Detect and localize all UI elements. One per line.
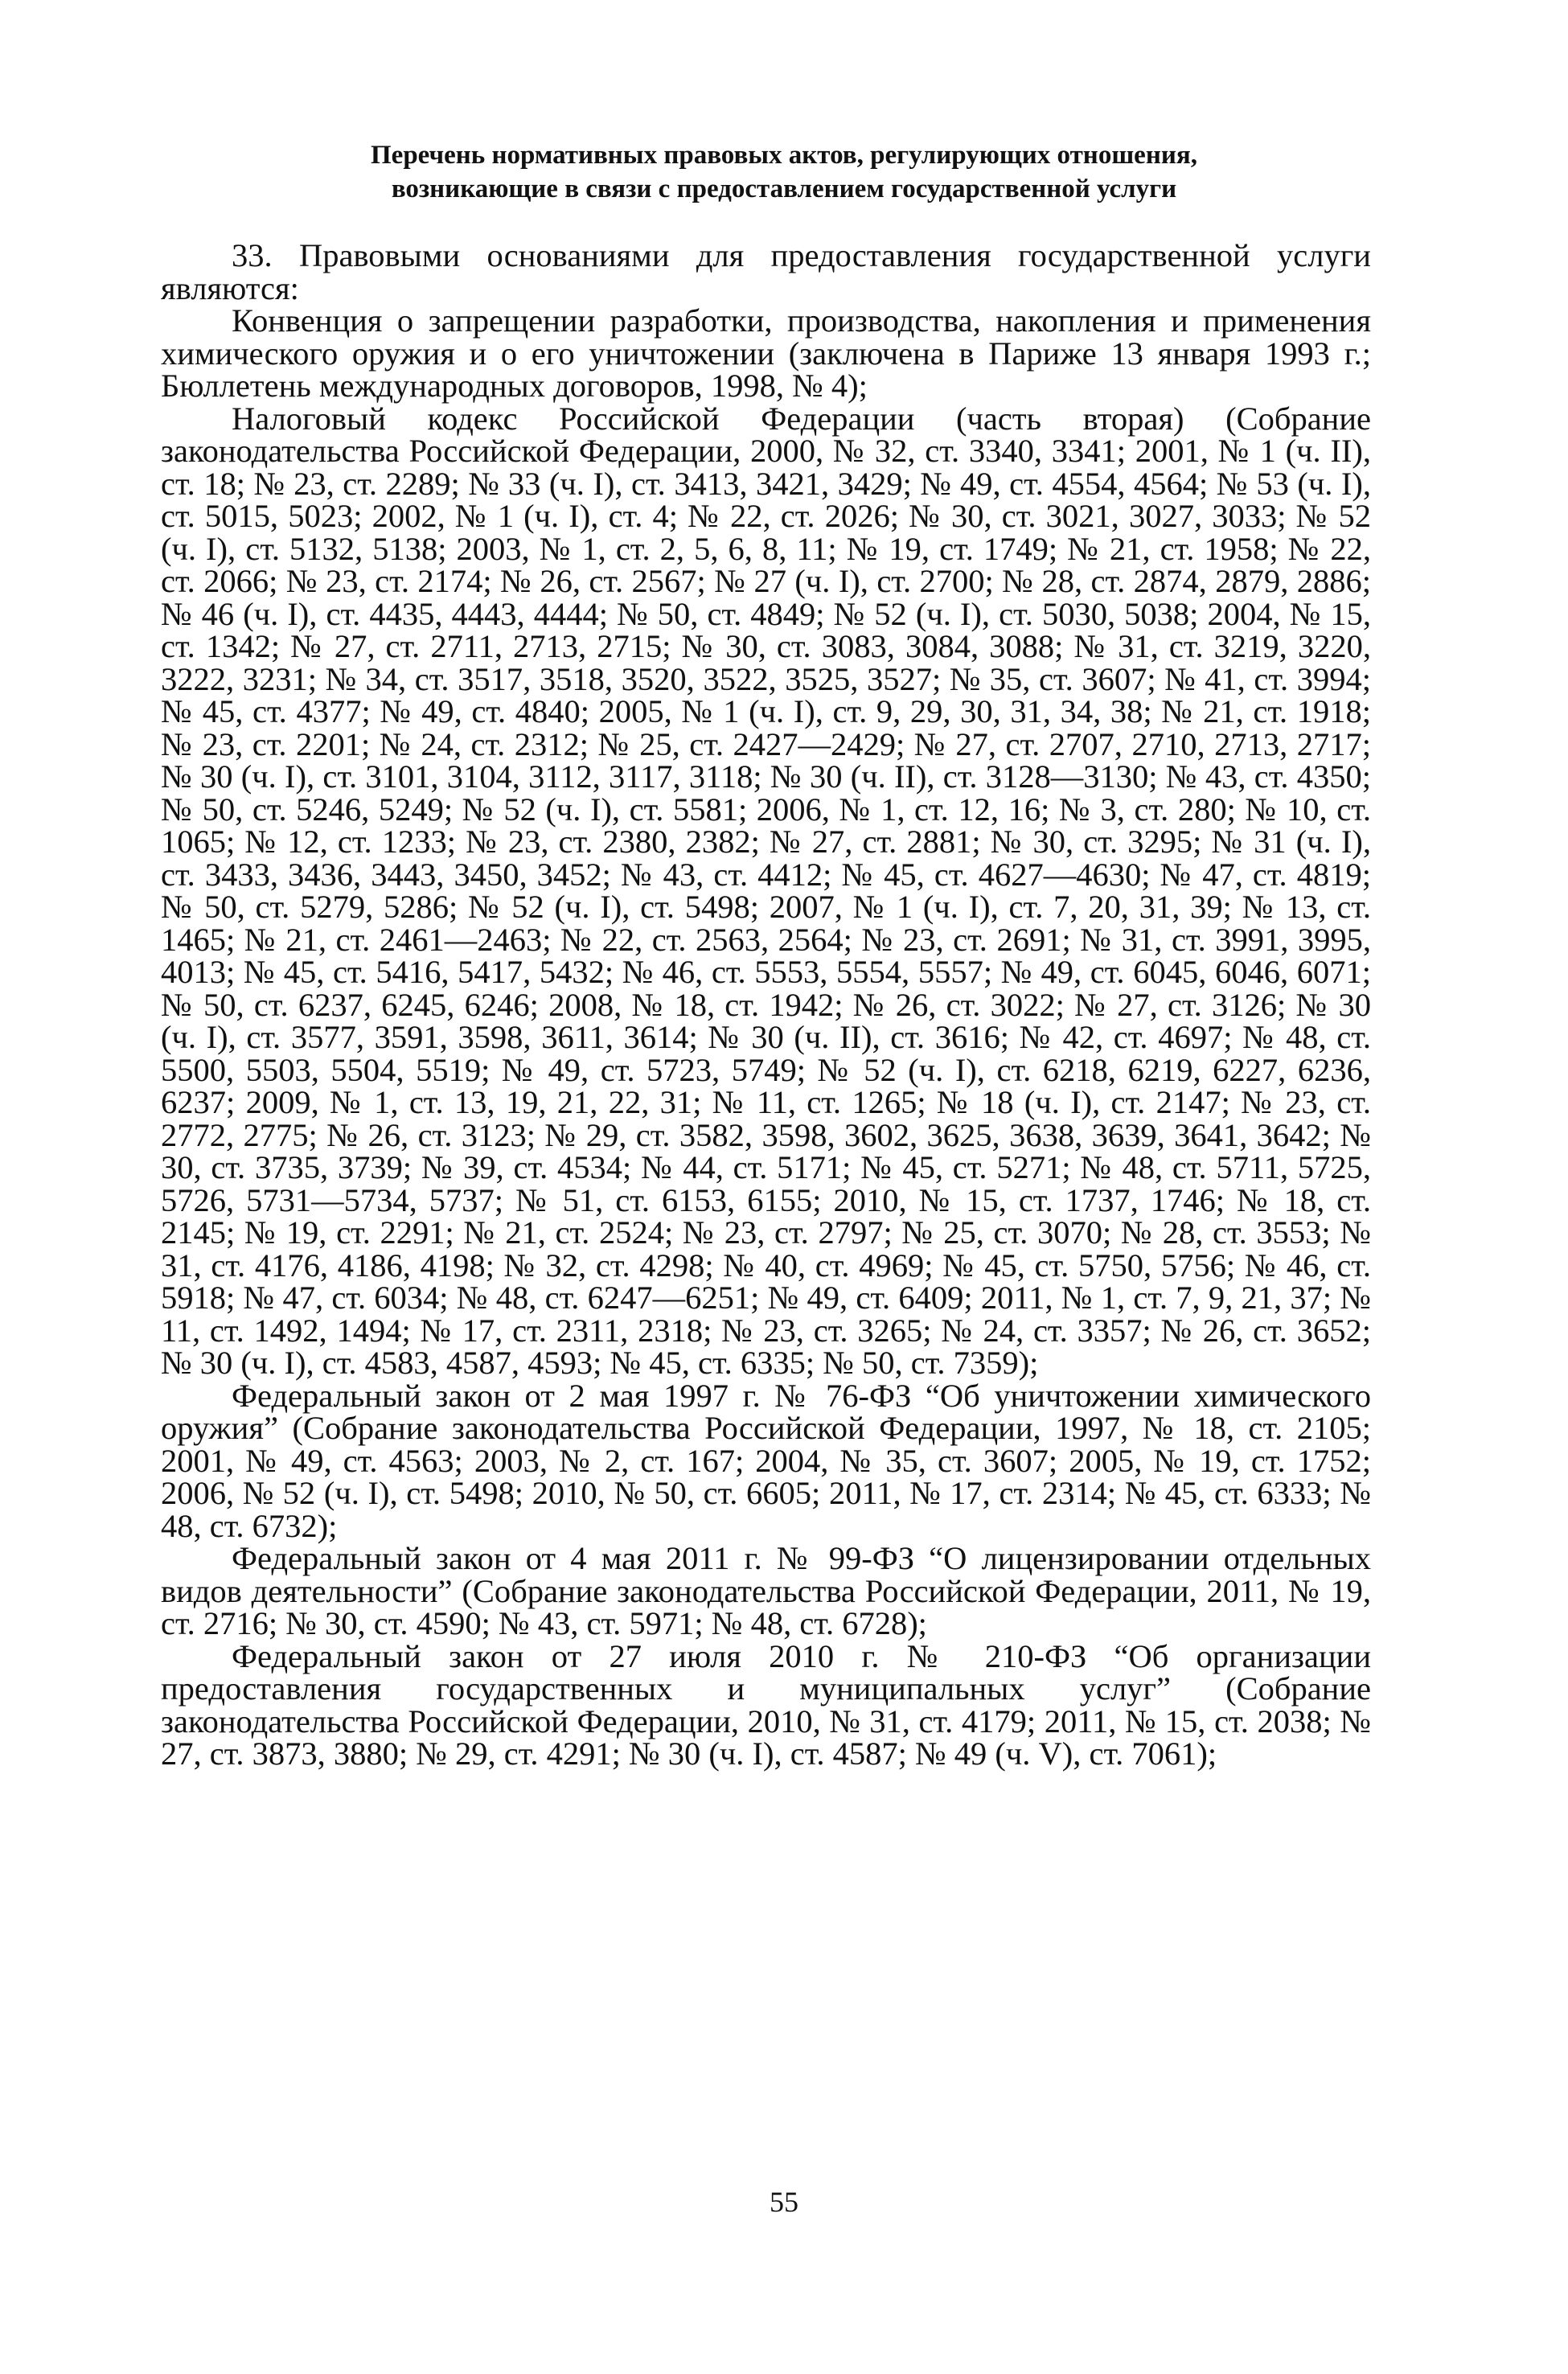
paragraph-chemical-weapons-convention: Конвенция о запрещении разработки, производства, накопления и применения химического оружия и о его уничтожении (заключена в Париже 13 января 1993 г.; Бюллетень международных договоров, 1998, № 4); [161, 302, 1371, 404]
paragraph-law-76-fz: Федеральный закон от 2 мая 1997 г. № 76-ФЗ “Об уничтожении химического оружия” (Собрание законодательства Российской Федерации, 1997, № 18, ст. 2105; 2001, № 49, ст. 4563; 2003, № 2, ст. 167; 2004, № 35, ст. 3607; 2005, № 19, ст. 1752; 2006, № 52 (ч. I), ст. 5498; 2010, № 50, ст. 6605; 2011, № 17, ст. 2314; № 45, ст. 6333; № 48, ст. 6732); [161, 1377, 1371, 1544]
paragraph-legal-basis-intro: 33. Правовыми основаниями для предоставления государственной услуги являются: [161, 237, 1371, 306]
section-heading-line-2: возникающие в связи с предоставлением государственной услуги [391, 175, 1177, 203]
section-heading [161, 138, 1407, 206]
page-number: 55 [770, 2186, 798, 2218]
body-text [161, 237, 1371, 1772]
paragraph-law-210-fz: Федеральный закон от 27 июля 2010 г. № 210-ФЗ “Об организации предоставления государственных и муниципальных услуг” (Собрание законодательства Российской Федерации, 2010, № 31, ст. 4179; 2011, № 15, ст. 2038; № 27, ст. 3873, 3880; № 29, ст. 4291; № 30 (ч. I), ст. 4587; № 49 (ч. V), ст. 7061); [161, 1637, 1371, 1772]
section-heading-line-1: Перечень нормативных правовых актов, регулирующих отношения, [371, 141, 1197, 170]
paragraph-tax-code: Налоговый кодекс Российской Федерации (часть вторая) (Собрание законодательства Российской Федерации, 2000, № 32, ст. 3340, 3341; 2001, № 1 (ч. II), ст. 18; № 23, ст. 2289; № 33 (ч. I), ст. 3413, 3421, 3429; № 49, ст. 4554, 4564; № 53 (ч. I), ст. 5015, 5023; 2002, № 1 (ч. I), ст. 4; № 22, ст. 2026; № 30, ст. 3021, 3027, 3033; № 52 (ч. I), ст. 5132, 5138; 2003, № 1, ст. 2, 5, 6, 8, 11; № 19, ст. 1749; № 21, ст. 1958; № 22, ст. 2066; № 23, ст. 2174; № 26, ст. 2567; № 27 (ч. I), ст. 2700; № 28, ст. 2874, 2879, 2886; № 46 (ч. I), ст. 4435, 4443, 4444; № 50, ст. 4849; № 52 (ч. I), ст. 5030, 5038; 2004, № 15, ст. 1342; № 27, ст. 2711, 2713, 2715; № 30, ст. 3083, 3084, 3088; № 31, ст. 3219, 3220, 3222, 3231; № 34, ст. 3517, 3518, 3520, 3522, 3525, 3527; № 35, ст. 3607; № 41, ст. 3994; № 45, ст. 4377; № 49, ст. 4840; 2005, № 1 (ч. I), ст. 9, 29, 30, 31, 34, 38; № 21, ст. 1918; № 23, ст. 2201; № 24, ст. 2312; № 25, ст. 2427—2429; № 27, ст. 2707, 2710, 2713, 2717; № 30 (ч. I), ст. 3101, 3104, 3112, 3117, 3118; № 30 (ч. II), ст. 3128—3130; № 43, ст. 4350; № 50, ст. 5246, 5249; № 52 (ч. I), ст. 5581; 2006, № 1, ст. 12, 16; № 3, ст. 280; № 10, ст. 1065; № 12, ст. 1233; № 23, ст. 2380, 2382; № 27, ст. 2881; № 30, ст. 3295; № 31 (ч. I), ст. 3433, 3436, 3443, 3450, 3452; № 43, ст. 4412; № 45, ст. 4627—4630; № 47, ст. 4819; № 50, ст. 5279, 5286; № 52 (ч. I), ст. 5498; 2007, № 1 (ч. I), ст. 7, 20, 31, 39; № 13, ст. 1465; № 21, ст. 2461—2463; № 22, ст. 2563, 2564; № 23, ст. 2691; № 31, ст. 3991, 3995, 4013; № 45, ст. 5416, 5417, 5432; № 46, ст. 5553, 5554, 5557; № 49, ст. 6045, 6046, 6071; № 50, ст. 6237, 6245, 6246; 2008, № 18, ст. 1942; № 26, ст. 3022; № 27, ст. 3126; № 30 (ч. I), ст. 3577, 3591, 3598, 3611, 3614; № 30 (ч. II), ст. 3616; № 42, ст. 4697; № 48, ст. 5500, 5503, 5504, 5519; № 49, ст. 5723, 5749; № 52 (ч. I), ст. 6218, 6219, 6227, 6236, 6237; 2009, № 1, ст. 13, 19, 21, 22, 31; № 11, ст. 1265; № 18 (ч. I), ст. 2147; № 23, ст. 2772, 2775; № 26, ст. 3123; № 29, ст. 3582, 3598, 3602, 3625, 3638, 3639, 3641, 3642; № 30, ст. 3735, 3739; № 39, ст. 4534; № 44, ст. 5171; № 45, ст. 5271; № 48, ст. 5711, 5725, 5726, 5731—5734, 5737; № 51, ст. 6153, 6155; 2010, № 15, ст. 1737, 1746; № 18, ст. 2145; № 19, ст. 2291; № 21, ст. 2524; № 23, ст. 2797; № 25, ст. 3070; № 28, ст. 3553; № 31, ст. 4176, 4186, 4198; № 32, ст. 4298; № 40, ст. 4969; № 45, ст. 5750, 5756; № 46, ст. 5918; № 47, ст. 6034; № 48, ст. 6247—6251; № 49, ст. 6409; 2011, № 1, ст. 7, 9, 21, 37; № 11, ст. 1492, 1494; № 17, ст. 2311, 2318; № 23, ст. 3265; № 24, ст. 3357; № 26, ст. 3652; № 30 (ч. I), ст. 4583, 4587, 4593; № 45, ст. 6335; № 50, ст. 7359); [161, 400, 1371, 1381]
paragraph-law-99-fz: Федеральный закон от 4 мая 2011 г. № 99-ФЗ “О лицензировании отдельных видов деятельности” (Собрание законодательства Российской Федерации, 2011, № 19, ст. 2716; № 30, ст. 4590; № 43, ст. 5971; № 48, ст. 6728); [161, 1540, 1371, 1641]
